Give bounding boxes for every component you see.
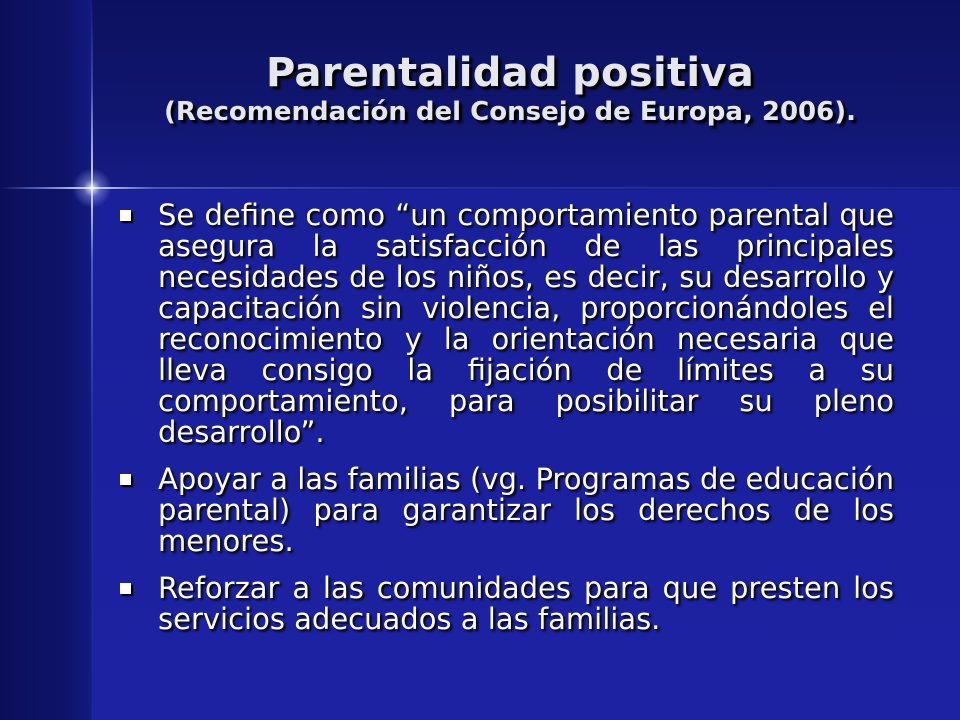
left-band	[0, 0, 92, 720]
square-bullet-icon	[120, 210, 131, 221]
sparkle-horizontal-line	[0, 187, 960, 189]
bullet-text: Se define como “un comportamiento parental que asegura la satisfacción de las principales necesidades de los niños, es decir, su desarrollo y capacitación sin violencia, proporcionándoles el reconocimiento y la orientación necesaria que lleva consigo la fijación de límites a su comportamiento, para posibilitar su pleno desarrollo”.	[158, 198, 894, 449]
slide-subtitle: (Recomendación del Consejo de Europa, 2006).	[163, 97, 856, 127]
bullet-text: Apoyar a las familias (vg. Programas de educación parental) para garantizar los derechos de los menores.	[158, 462, 894, 558]
bullet-item	[118, 573, 894, 635]
bullet-text: Reforzar a las comunidades para que presten los servicios adecuados a las familias.	[158, 571, 894, 636]
slide-title: Parentalidad positiva	[265, 50, 755, 96]
bullet-item	[118, 464, 894, 557]
sparkle-vertical-line	[91, 0, 93, 720]
sparkle-star-icon	[72, 168, 112, 208]
square-bullet-icon	[120, 474, 131, 485]
title-block	[100, 50, 920, 128]
square-bullet-icon	[120, 583, 131, 594]
bullet-item	[118, 200, 894, 448]
bullet-list	[118, 200, 894, 651]
